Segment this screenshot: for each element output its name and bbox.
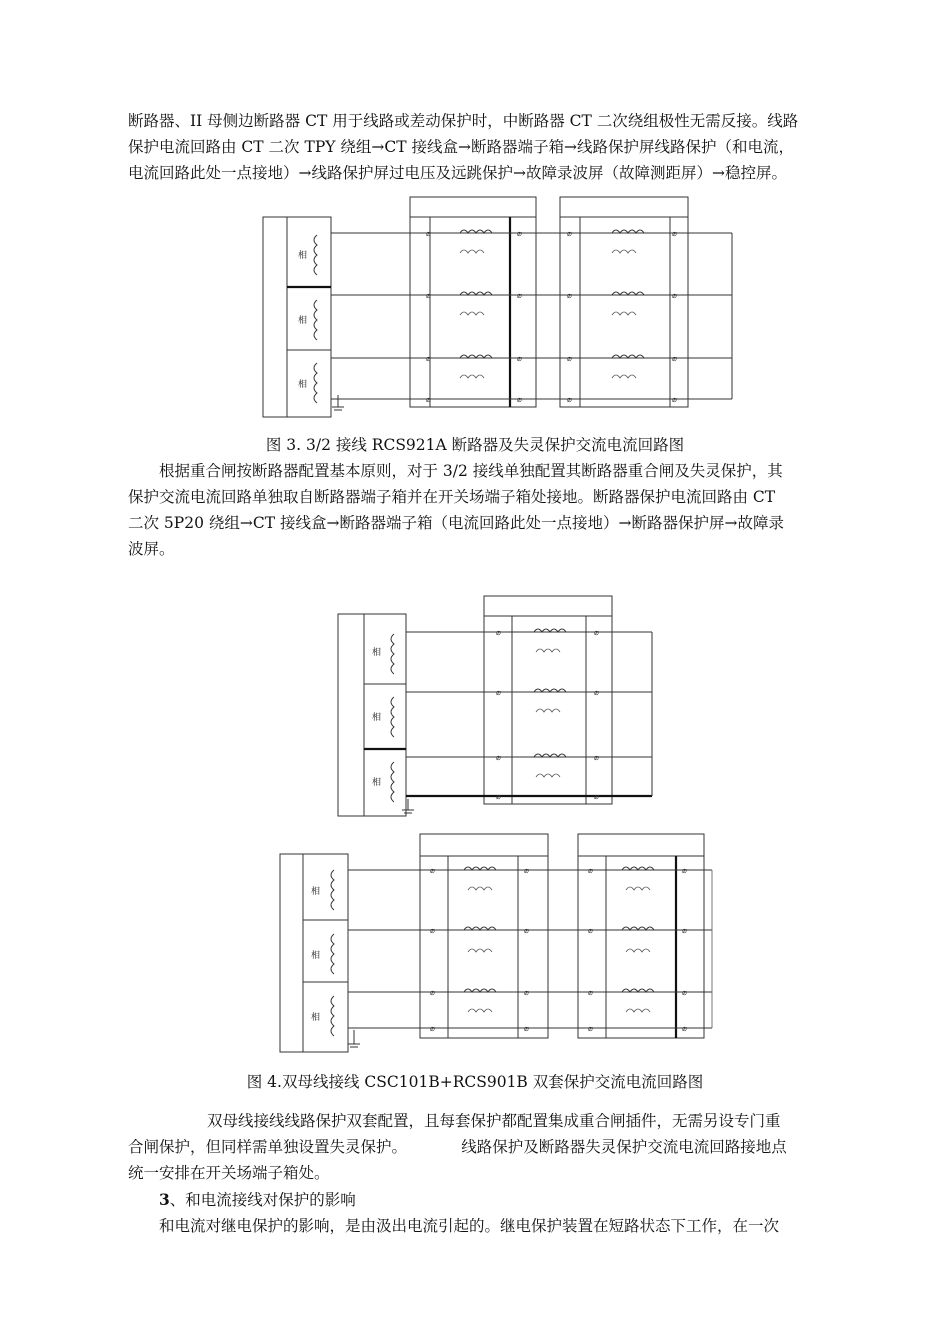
svg-text:相: 相: [298, 316, 308, 326]
figure-4-caption: 图 4.双母线接线 CSC101B+RCS901B 双套保护交流电流回路图: [246, 1073, 704, 1091]
figure-3-diagram: [262, 195, 692, 420]
paragraph-4: [128, 1213, 828, 1239]
ct-coil-a: [298, 235, 317, 275]
ground-icon: [332, 395, 344, 410]
svg-text:⌀: ⌀: [594, 628, 599, 637]
figure-3-caption: 图 3. 3/2 接线 RCS921A 断路器及失灵保护交流电流回路图: [265, 436, 685, 454]
svg-text:⌀: ⌀: [517, 354, 522, 363]
section-heading: [159, 1187, 356, 1213]
paragraph-line: 统一安排在开关场端子箱处。: [128, 1164, 330, 1182]
svg-text:⌀: ⌀: [672, 291, 677, 300]
paragraph-line: 二次 5P20 绕组→CT 接线盒→断路器端子箱（电流回路此处一点接地）→断路器保护屏→故障录: [128, 514, 784, 532]
paragraph-line: 电流回路此处一点接地）→线路保护屏过电压及远跳保护→故障录波屏（故障测距屏）→稳控屏。: [128, 164, 787, 182]
section-number: 3: [159, 1190, 170, 1209]
svg-text:⌀: ⌀: [426, 229, 431, 238]
svg-text:⌀: ⌀: [594, 688, 599, 697]
svg-text:⌀: ⌀: [682, 1024, 687, 1033]
paragraph-2: [128, 458, 828, 562]
svg-text:⌀: ⌀: [426, 354, 431, 363]
svg-text:相: 相: [311, 887, 321, 897]
svg-text:相: 相: [372, 648, 382, 658]
paragraph-line: 保护交流电流回路单独取自断路器端子箱并在开关场端子箱处接地。断路器保护电流回路由 CT: [128, 488, 776, 506]
ct-coil-c: [298, 363, 317, 403]
paragraph-line: 保护电流回路由 CT 二次 TPY 绕组→CT 接线盒→断路器端子箱→线路保护屏线路保护（和电流，: [128, 138, 794, 156]
svg-text:⌀: ⌀: [567, 354, 572, 363]
svg-text:⌀: ⌀: [672, 395, 677, 404]
svg-text:相: 相: [298, 380, 308, 390]
svg-text:⌀: ⌀: [426, 291, 431, 300]
section-heading-text: 、和电流接线对保护的影响: [169, 1191, 356, 1209]
svg-text:⌀: ⌀: [430, 1024, 435, 1033]
svg-text:相: 相: [372, 778, 382, 788]
svg-text:⌀: ⌀: [496, 688, 501, 697]
paragraph-line: 双母线接线线路保护双套配置，且每套保护都配置集成重合闸插件，无需另设专门重: [207, 1112, 781, 1130]
svg-text:⌀: ⌀: [524, 1024, 529, 1033]
paragraph-line: 合闸保护，但同样需单独设置失灵保护。 线路保护及断路器失灵保护交流电流回路接地点: [128, 1138, 787, 1156]
svg-text:⌀: ⌀: [682, 988, 687, 997]
svg-text:⌀: ⌀: [567, 229, 572, 238]
svg-text:⌀: ⌀: [496, 628, 501, 637]
figure-4-diagram-bottom: [278, 832, 718, 1054]
svg-text:⌀: ⌀: [682, 866, 687, 875]
svg-text:⌀: ⌀: [524, 926, 529, 935]
svg-text:⌀: ⌀: [524, 866, 529, 875]
svg-text:⌀: ⌀: [588, 988, 593, 997]
svg-text:⌀: ⌀: [517, 229, 522, 238]
svg-text:⌀: ⌀: [517, 395, 522, 404]
svg-text:⌀: ⌀: [430, 988, 435, 997]
svg-text:相: 相: [298, 251, 308, 261]
paragraph-3: [128, 1108, 828, 1186]
svg-text:⌀: ⌀: [682, 926, 687, 935]
svg-text:⌀: ⌀: [430, 926, 435, 935]
svg-text:相: 相: [311, 951, 321, 961]
svg-text:⌀: ⌀: [567, 291, 572, 300]
svg-text:⌀: ⌀: [517, 291, 522, 300]
paragraph-line: 和电流对继电保护的影响，是由汲出电流引起的。继电保护装置在短路状态下工作，在一次: [159, 1217, 780, 1235]
svg-text:⌀: ⌀: [567, 395, 572, 404]
svg-text:相: 相: [372, 713, 382, 723]
svg-text:⌀: ⌀: [672, 229, 677, 238]
svg-text:⌀: ⌀: [496, 792, 501, 801]
figure-4-diagram-top: [336, 594, 656, 816]
ground-icon: [402, 799, 414, 813]
ground-icon: [348, 1030, 360, 1047]
svg-text:⌀: ⌀: [524, 988, 529, 997]
paragraph-line: 断路器、II 母侧边断路器 CT 用于线路或差动保护时，中断路器 CT 二次绕组极性无需反接。线路: [128, 112, 799, 130]
paragraph-1: [128, 108, 828, 186]
svg-text:⌀: ⌀: [594, 753, 599, 762]
svg-text:相: 相: [311, 1013, 321, 1023]
svg-text:⌀: ⌀: [588, 1024, 593, 1033]
svg-text:⌀: ⌀: [588, 866, 593, 875]
svg-text:⌀: ⌀: [496, 753, 501, 762]
svg-text:⌀: ⌀: [426, 395, 431, 404]
svg-text:⌀: ⌀: [588, 926, 593, 935]
svg-text:⌀: ⌀: [672, 354, 677, 363]
svg-text:⌀: ⌀: [430, 866, 435, 875]
paragraph-line: 根据重合闸按断路器配置基本原则，对于 3/2 接线单独配置其断路器重合闸及失灵保护，其: [159, 462, 783, 480]
ct-coil-b: [298, 300, 317, 340]
paragraph-line: 波屏。: [128, 540, 175, 558]
svg-text:⌀: ⌀: [594, 792, 599, 801]
